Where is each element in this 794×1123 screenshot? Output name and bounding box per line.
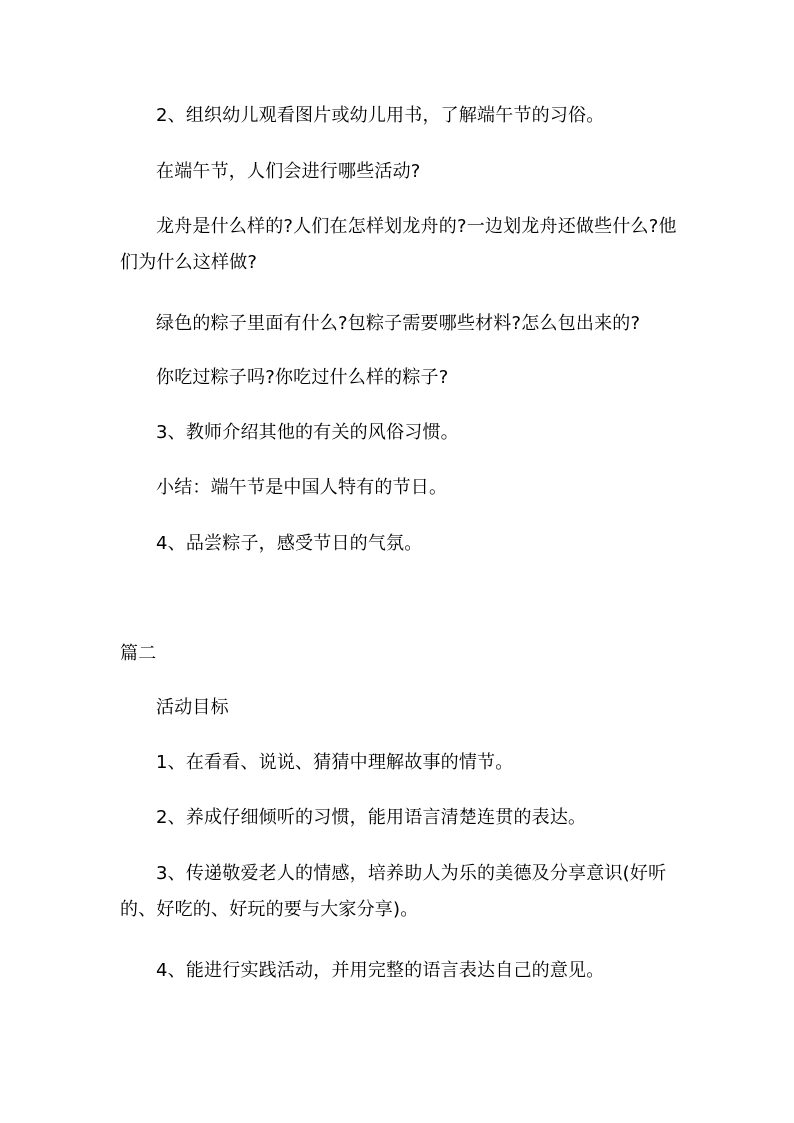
objective-1: 1、在看看、说说、猜猜中理解故事的情节。 [156,752,514,773]
paragraph-6: 3、教师介绍其他的有关的风俗习惯。 [156,422,459,443]
section-heading: 活动目标 [156,697,229,718]
objective-3: 3、传递敬爱老人的情感，培养助人为乐的美德及分享意识(好听的、好吃的、好玩的要与大家分享)。 [120,863,667,920]
paragraph-3: 龙舟是什么样的?人们在怎样划龙舟的?一边划龙舟还做些什么?他们为什么这样做? [120,216,677,273]
objective-4: 4、能进行实践活动，并用完整的语言表达自己的意见。 [156,960,605,981]
paragraph-2: 在端午节，人们会进行哪些活动? [156,161,421,182]
objective-2: 2、养成仔细倾听的习惯，能用语言清楚连贯的表达。 [156,807,587,828]
paragraph-1: 2、组织幼儿观看图片或幼儿用书，了解端午节的习俗。 [156,105,605,126]
paragraph-5: 你吃过粽子吗?你吃过什么样的粽子? [156,367,449,388]
paragraph-8: 4、品尝粽子，感受节日的气氛。 [156,533,423,554]
paragraph-4: 绿色的粽子里面有什么?包粽子需要哪些材料?怎么包出来的? [156,313,641,334]
section-title: 篇二 [120,643,157,664]
paragraph-7: 小结：端午节是中国人特有的节日。 [156,477,448,498]
